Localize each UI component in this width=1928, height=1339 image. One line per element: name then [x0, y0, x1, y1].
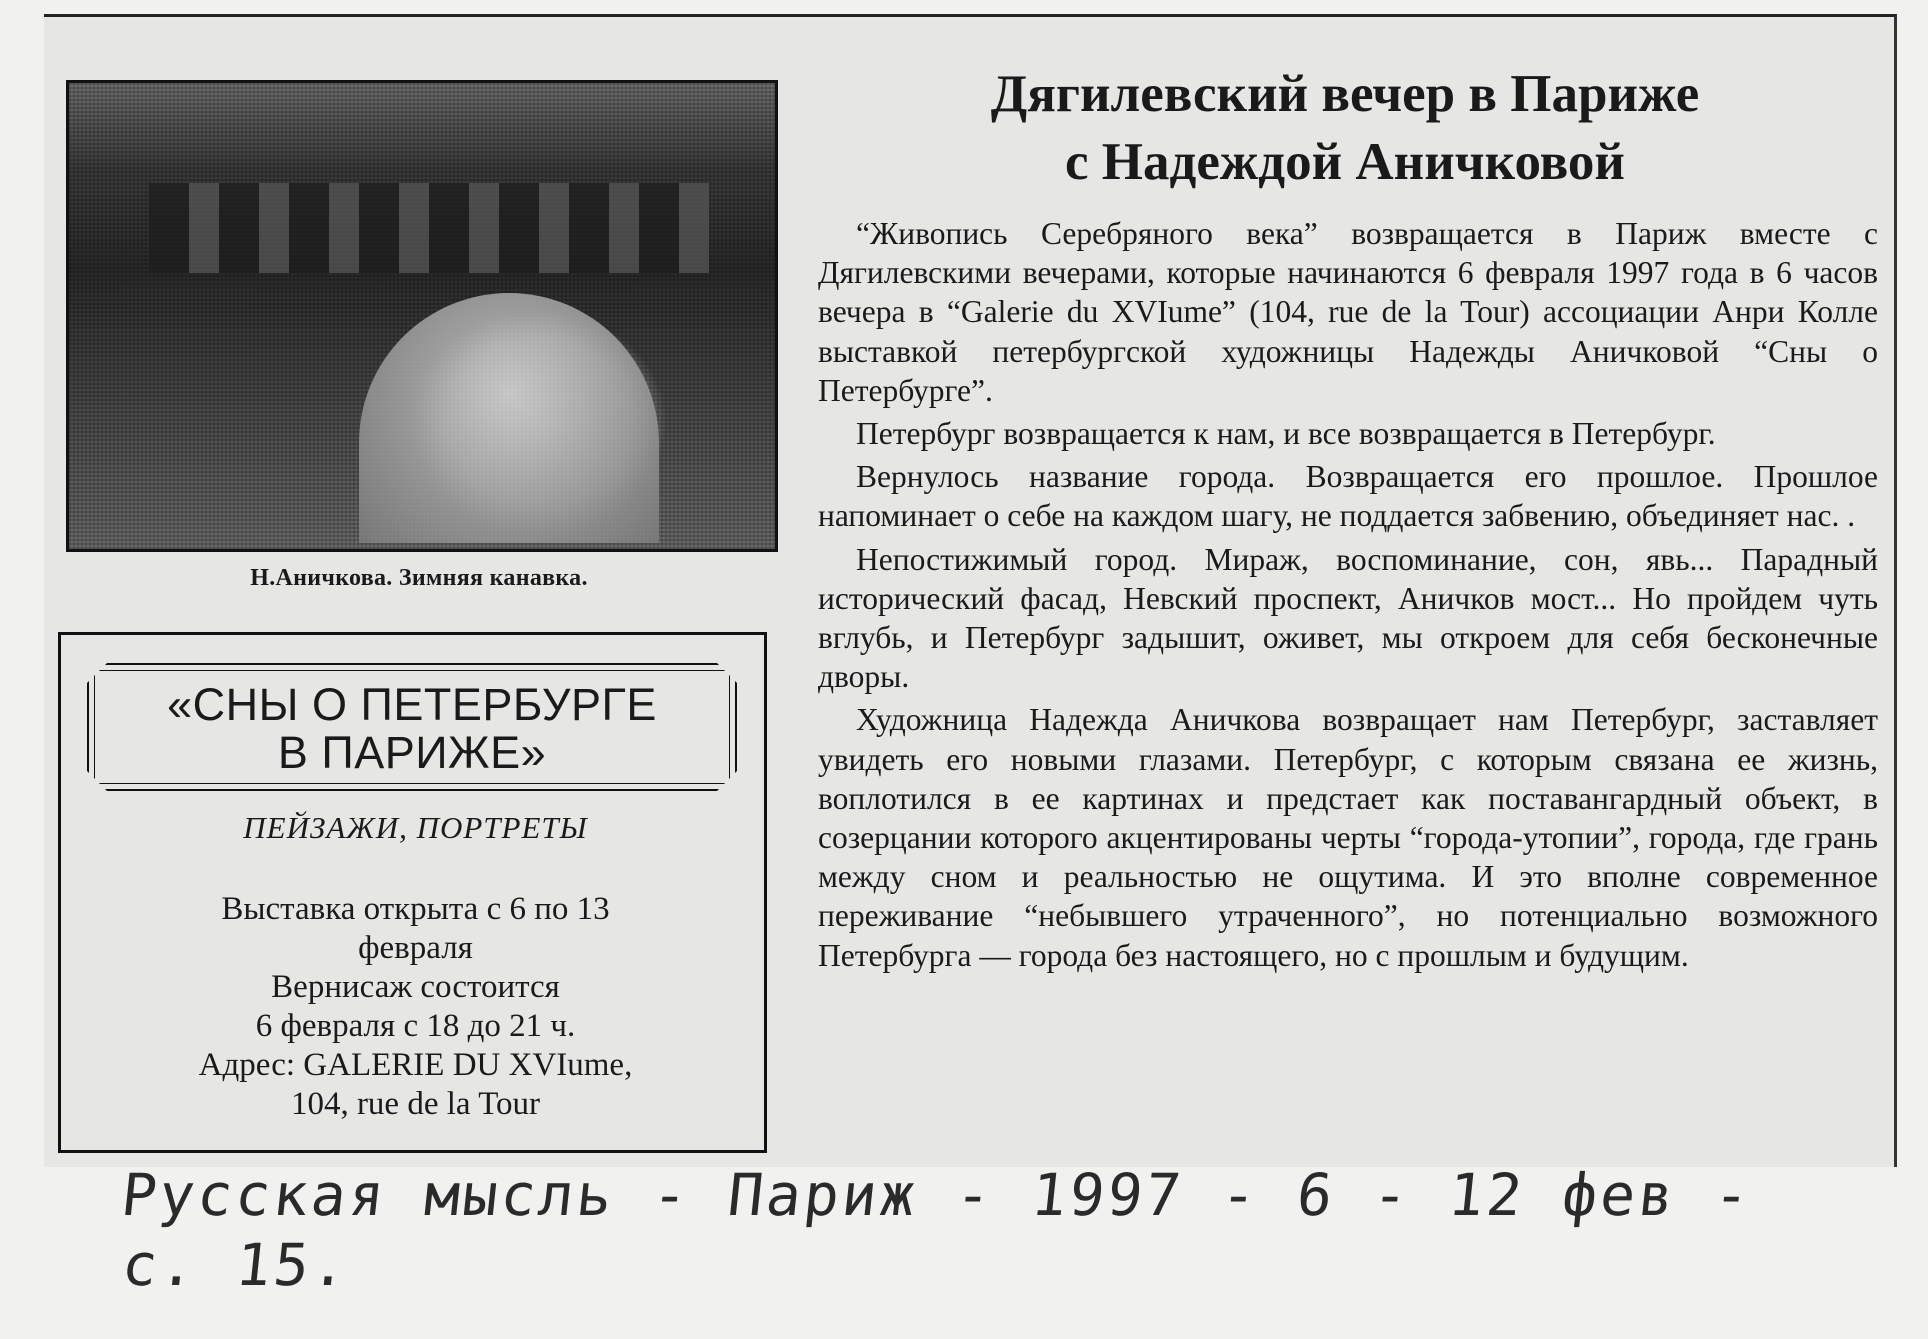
headline-line2: с Надеждой Аничковой [1065, 133, 1625, 191]
exhibition-ad-box [58, 632, 767, 1153]
ad-title-line2: В ПАРИЖЕ» [277, 727, 547, 778]
article-paragraph: Петербург возвращается к нам, и все возвращается в Петербург. [856, 416, 1716, 452]
article-paragraph: “Живопись Серебряного века” возвращается в Париж вместе с Дягилевскими вечерами, которые начинаются 6 февраля 1997 года в 6 часов вечера в “Galerie du XVIume” (104, rue de la Tour) ассоциации Анри Колле выставкой петербургской художницы Надежды Аничковой “Сны о Петербурге”. [818, 216, 1878, 408]
article-paragraph: Вернулось название города. Возвращается его прошлое. Прошлое напоминает о себе на каждом шагу, не поддается забвению, объединяет нас. . [818, 459, 1878, 534]
ad-line: 6 февраля с 18 до 21 ч. [255, 1008, 576, 1044]
article-paragraph: Художница Надежда Аничкова возвращает нам Петербург, заставляет увидеть его новыми глазами. Петербург, с которым связана ее жизнь, воплотился в ее картинах и предстает как поставангардный объект, в созерцании которого акцентированы черты “города-утопии”, города, где грань между сном и реальностью не ощутима. И это вполне современное переживание “небывшего утраченного”, но потенциально возможного Петербурга — города без настоящего, но с прошлым и будущим. [818, 702, 1878, 973]
article-body [818, 214, 1878, 979]
handwritten-line2: с. 15. [118, 1231, 354, 1299]
ad-subtitle: ПЕЙЗАЖИ, ПОРТРЕТЫ [243, 810, 588, 845]
ad-line: Адрес: GALERIE DU XVIume, [198, 1047, 633, 1083]
ad-title-line1: «СНЫ О ПЕТЕРБУРГЕ [167, 679, 657, 730]
photo-arch-gallery [149, 183, 709, 273]
photo-caption: Н.Аничкова. Зимняя канавка. [250, 565, 588, 591]
handwritten-line1: Русская мысль - Париж - 1997 - 6 - 12 фев - [118, 1161, 1756, 1229]
headline-line1: Дягилевский вечер в Париже [990, 65, 1700, 123]
ad-line: февраля [358, 930, 473, 966]
photo-winter-canal [66, 80, 778, 552]
ad-details [61, 890, 770, 1124]
article-headline [800, 60, 1890, 196]
handwritten-source-note [111, 1160, 1906, 1300]
ad-line: Выставка открыта с 6 по 13 [221, 891, 610, 927]
ad-title [87, 681, 737, 777]
article-paragraph: Непостижимый город. Мираж, воспоминание, сон, явь... Парадный исторический фасад, Невский проспект, Аничков мост... Но пройдем чуть вглубь, и Петербург задышит, оживет, мы откроем для себя бесконечные дворы. [818, 541, 1878, 695]
photo-canal-arch [359, 293, 659, 543]
ad-line: 104, rue de la Tour [290, 1086, 541, 1122]
ad-line: Вернисаж состоится [271, 969, 560, 1005]
